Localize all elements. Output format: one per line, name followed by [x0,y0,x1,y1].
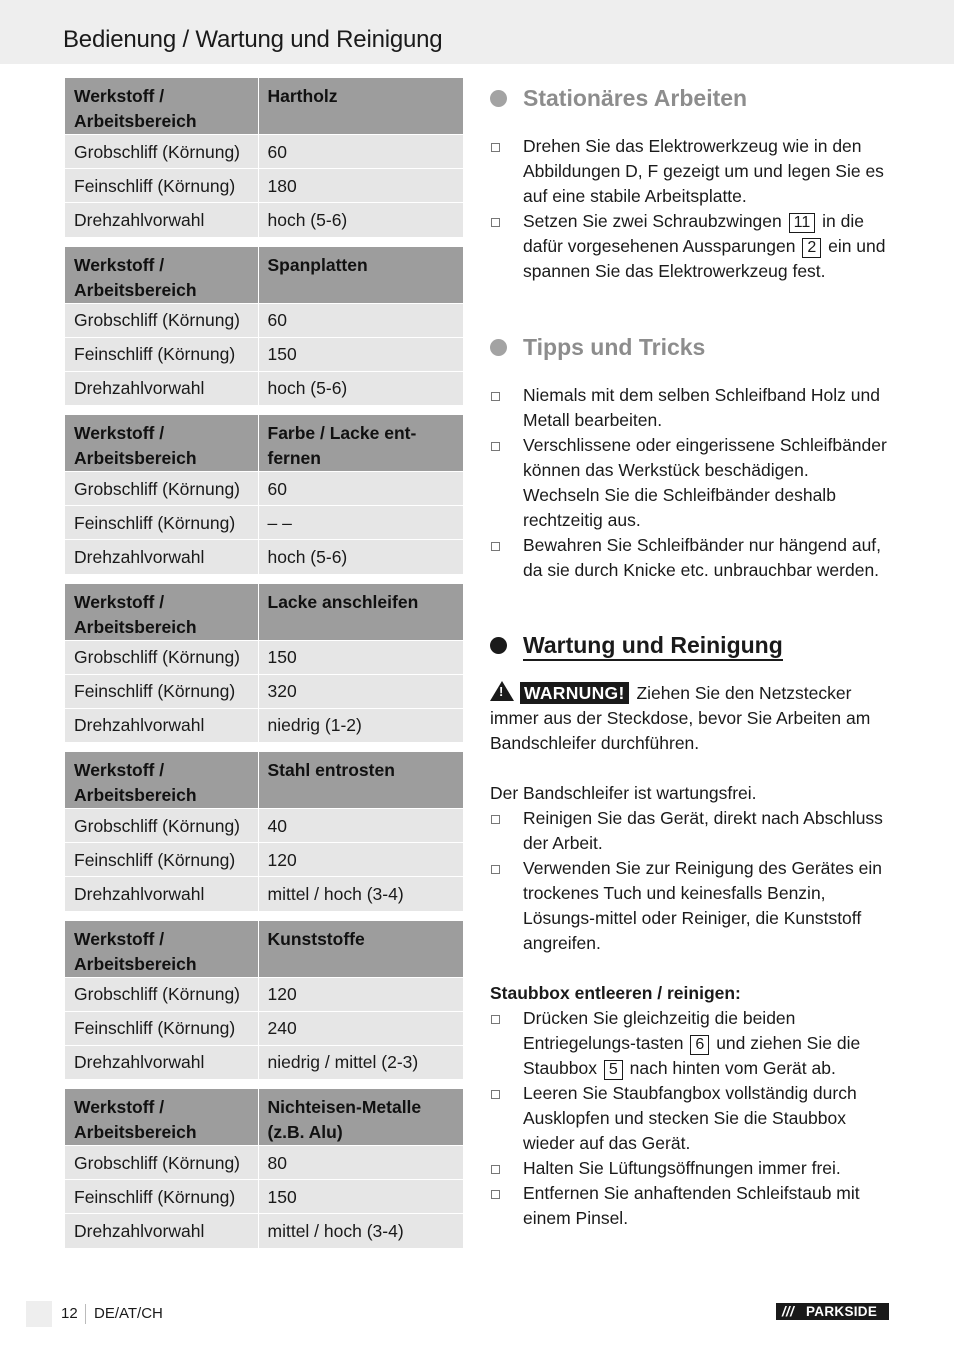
table-row [65,1045,463,1079]
list-item: Reinigen Sie das Gerät, direkt nach Abschluss der Arbeit. [490,806,890,856]
row-value: hoch (5-6) [258,540,463,574]
row-label: Grobschliff (Körnung) [65,977,258,1011]
section-heading-tipps: Tipps und Tricks [490,329,890,365]
brand-name: PARKSIDE [806,1304,878,1319]
table-row [65,877,463,911]
list-item: Leeren Sie Staubfangbox vollständig durch Ausklopfen und stecken Sie die Staubbox wieder auf das Gerät. [490,1081,890,1156]
table-row [65,1011,463,1045]
row-value: 40 [258,809,463,843]
list-item: Drehen Sie das Elektrowerkzeug wie in den Abbildungen D, F gezeigt um und legen Sie es auf eine stabile Arbeitsplatte. [490,134,890,209]
table-row [65,1180,463,1214]
page-number: 12 [61,1305,78,1322]
spec-table [65,752,463,911]
spec-table [65,921,463,1080]
reference-number: 5 [604,1060,623,1080]
row-value: hoch (5-6) [258,371,463,405]
checkbox-square-icon [491,542,500,551]
checkbox-square-icon [491,815,500,824]
wartung-list [490,806,890,956]
row-label: Grobschliff (Körnung) [65,472,258,506]
row-label: Drehzahlvorwahl [65,877,258,911]
row-label: Feinschliff (Körnung) [65,1011,258,1045]
warning-triangle-icon: ! [490,681,514,701]
row-label: Drehzahlvorwahl [65,708,258,742]
list-item: Verschlissene oder eingerissene Schleifbänder können das Werkstück beschädigen. Wechseln Sie die Schleifbänder deshalb rechtzeitig aus. [490,433,890,533]
spec-table [65,78,463,237]
bullet-dot-icon [490,90,507,107]
row-label: Feinschliff (Körnung) [65,674,258,708]
brand-logo [776,1303,889,1320]
right-column [490,80,890,1231]
table-row [65,674,463,708]
reference-number: 11 [789,213,816,233]
spec-table [65,584,463,743]
row-value: 150 [258,1180,463,1214]
table-row [65,977,463,1011]
row-label: Feinschliff (Körnung) [65,1180,258,1214]
list-item: Bewahren Sie Schleifbänder nur hängend auf, da sie durch Knicke etc. unbrauchbar werden. [490,533,890,583]
checkbox-square-icon [491,1015,500,1024]
checkbox-square-icon [491,1090,500,1099]
row-value: niedrig / mittel (2-3) [258,1045,463,1079]
row-value: niedrig (1-2) [258,708,463,742]
row-value: mittel / hoch (3-4) [258,877,463,911]
checkbox-square-icon [491,392,500,401]
page-number-box [26,1301,52,1327]
row-label: Feinschliff (Körnung) [65,169,258,203]
table-header-material: Werkstoff / Arbeitsbereich [65,921,258,978]
row-value: 150 [258,337,463,371]
row-value: mittel / hoch (3-4) [258,1214,463,1248]
table-header-value: Kunststoffe [258,921,463,978]
row-value: 60 [258,303,463,337]
staubbox-list [490,1006,890,1231]
row-label: Drehzahlvorwahl [65,540,258,574]
intro-text: Der Bandschleifer ist wartungsfrei. [490,783,757,803]
bullet-dot-icon [490,637,507,654]
row-value: 80 [258,1146,463,1180]
bullet-dot-icon [490,339,507,356]
spec-tables [65,78,463,1258]
region-code: DE/AT/CH [94,1305,163,1322]
list-item: Halten Sie Lüftungsöffnungen immer frei. [490,1156,890,1181]
table-row [65,1214,463,1248]
tipps-list [490,383,890,583]
checkbox-square-icon [491,1165,500,1174]
table-row [65,371,463,405]
row-value: 240 [258,1011,463,1045]
table-header-value: Farbe / Lacke ent-fernen [258,415,463,472]
checkbox-square-icon [491,218,500,227]
table-row [65,169,463,203]
table-header-material: Werkstoff / Arbeitsbereich [65,1089,258,1146]
spec-table [65,1089,463,1248]
row-label: Feinschliff (Körnung) [65,843,258,877]
row-label: Drehzahlvorwahl [65,1214,258,1248]
row-value: hoch (5-6) [258,203,463,237]
table-header-value: Nichteisen-Metalle (z.B. Alu) [258,1089,463,1146]
row-label: Feinschliff (Körnung) [65,337,258,371]
table-row [65,506,463,540]
list-item: Entfernen Sie anhaftenden Schleifstaub mit einem Pinsel. [490,1181,890,1231]
staubbox-heading: Staubbox entleeren / reinigen: [490,983,741,1003]
table-row [65,809,463,843]
list-item: Verwenden Sie zur Reinigung des Gerätes ein trockenes Tuch und keinesfalls Benzin, Lösungs-mittel oder Reiniger, die Kunststoff angreifen. [490,856,890,956]
table-row [65,540,463,574]
spec-table [65,247,463,406]
page-title: Bedienung / Wartung und Reinigung [63,26,443,53]
table-row [65,303,463,337]
table-row [65,472,463,506]
brand-stripes-icon: /// [782,1304,795,1319]
reference-number: 2 [802,238,821,258]
table-header-value: Hartholz [258,78,463,135]
table-row [65,708,463,742]
row-value: 120 [258,977,463,1011]
row-value: 120 [258,843,463,877]
checkbox-square-icon [491,442,500,451]
row-value: 320 [258,674,463,708]
list-item: Drücken Sie gleichzeitig die beiden Entriegelungs-tasten 6 und ziehen Sie die Staubbox 5 nach hinten vom Gerät ab. [490,1006,890,1081]
row-label: Drehzahlvorwahl [65,203,258,237]
row-label: Drehzahlvorwahl [65,1045,258,1079]
checkbox-square-icon [491,143,500,152]
table-row [65,135,463,169]
reference-number: 6 [690,1035,709,1055]
footer-divider [85,1304,86,1324]
warning-label: WARNUNG! [520,682,629,704]
row-label: Drehzahlvorwahl [65,371,258,405]
table-row [65,843,463,877]
stationaer-list [490,134,890,284]
section-heading-wartung: Wartung und Reinigung [490,627,890,663]
row-label: Grobschliff (Körnung) [65,809,258,843]
table-header-material: Werkstoff / Arbeitsbereich [65,247,258,304]
row-label: Grobschliff (Körnung) [65,135,258,169]
row-value: 60 [258,472,463,506]
table-row [65,1146,463,1180]
table-row [65,337,463,371]
checkbox-square-icon [491,1190,500,1199]
row-value: – – [258,506,463,540]
row-label: Grobschliff (Körnung) [65,303,258,337]
checkbox-square-icon [491,865,500,874]
table-header-material: Werkstoff / Arbeitsbereich [65,752,258,809]
row-label: Grobschliff (Körnung) [65,1146,258,1180]
row-label: Feinschliff (Körnung) [65,506,258,540]
table-header-value: Lacke anschleifen [258,584,463,641]
list-item: Setzen Sie zwei Schraubzwingen 11 in die dafür vorgesehenen Aussparungen 2 ein und spannen Sie das Elektrowerkzeug fest. [490,209,890,284]
row-label: Grobschliff (Körnung) [65,640,258,674]
list-item: Niemals mit dem selben Schleifband Holz und Metall bearbeiten. [490,383,890,433]
table-header-value: Stahl entrosten [258,752,463,809]
table-header-material: Werkstoff / Arbeitsbereich [65,78,258,135]
table-header-material: Werkstoff / Arbeitsbereich [65,415,258,472]
row-value: 60 [258,135,463,169]
section-heading-stationaer: Stationäres Arbeiten [490,80,890,116]
table-header-material: Werkstoff / Arbeitsbereich [65,584,258,641]
table-row [65,203,463,237]
table-row [65,640,463,674]
row-value: 180 [258,169,463,203]
table-header-value: Spanplatten [258,247,463,304]
row-value: 150 [258,640,463,674]
spec-table [65,415,463,574]
warning-paragraph: ! WARNUNG! Ziehen Sie den Netzstecker immer aus der Steckdose, bevor Sie Arbeiten am Bandschleifer durchführen. [490,683,871,753]
